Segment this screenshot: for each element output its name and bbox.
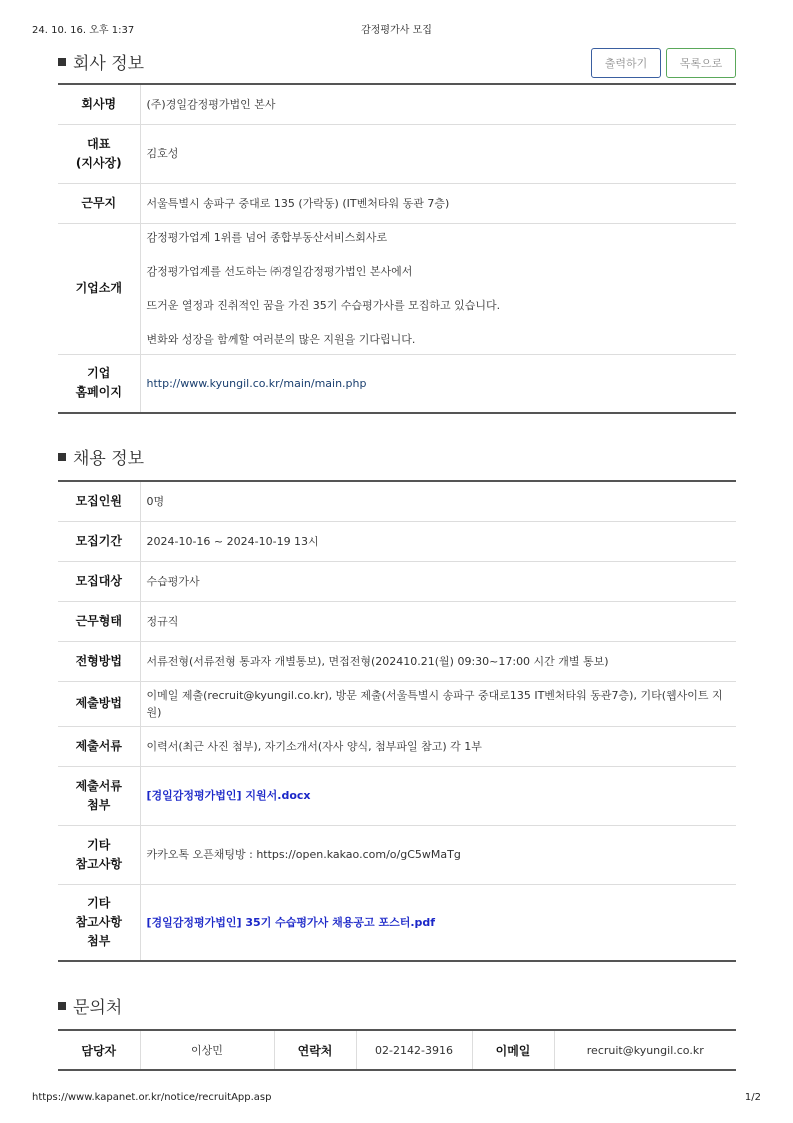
table-row [58,766,736,825]
table-row [58,641,736,681]
print-button[interactable]: 출력하기 [591,48,661,78]
company-intro [140,223,736,354]
row-label: 전형방법 [58,641,140,681]
row-label: 근무지 [58,183,140,223]
row-label [58,354,140,413]
table-row [58,354,736,413]
company-ceo: 김호성 [140,124,736,183]
recruit-title-text: 채용 정보 [73,449,145,469]
contact-table [58,1029,736,1071]
row-label-line: 기타 [87,895,111,910]
table-row [58,481,736,521]
row-label: 근무형태 [58,601,140,641]
contact-title-text: 문의처 [73,998,123,1018]
table-row [58,84,736,124]
page-number: 1/2 [744,1092,761,1103]
table-row [58,561,736,601]
recruit-method: 이메일 제출(recruit@kyungil.co.kr), 방문 제출(서울특별시 송파구 중대로135 IT벤처타워 동관7층), 기타(웹사이트 지원) [140,681,736,726]
row-label: 모집인원 [58,481,140,521]
email-address: recruit@kyungil.co.kr [586,1043,704,1057]
etc-attach-cell [140,884,736,961]
homepage-cell [140,354,736,413]
table-row [58,601,736,641]
print-footer [32,1092,761,1106]
row-label-line: 기업 [87,366,111,381]
application-form-link[interactable]: [경일감정평가법인] 지원서.docx [146,789,311,802]
square-bullet-icon [58,1002,66,1010]
table-row [58,124,736,183]
table-row [58,183,736,223]
back-to-list-button[interactable]: 목록으로 [666,48,736,78]
recruit-type: 정규직 [140,601,736,641]
recruit-target: 수습평가사 [140,561,736,601]
row-label-line: 첨부 [87,797,111,812]
row-label: 모집대상 [58,561,140,601]
recruit-section-title [58,444,144,469]
row-label: 제출서류 [58,726,140,766]
docs-attach-cell [140,766,736,825]
table-row [58,1030,736,1070]
row-label: 기업소개 [58,223,140,354]
row-label-line: 기타 [87,837,111,852]
row-label-line: 홈페이지 [75,385,122,400]
row-label: 회사명 [58,84,140,124]
company-section-title [58,49,144,74]
poster-pdf-link[interactable]: [경일감정평가법인] 35기 수습평가사 채용공고 포스터.pdf [146,915,436,929]
print-url: https://www.kapanet.or.kr/notice/recruitApp.asp [32,1092,272,1103]
print-doc-title: 감정평가사 모집 [361,25,432,36]
intro-line: 변화와 성장을 함께할 여러분의 많은 지원을 기다립니다. [146,333,416,346]
print-header [32,21,761,35]
row-label-line: 대표 [87,136,111,151]
phone-number: 02-2142-3916 [356,1030,472,1070]
row-label: 제출방법 [58,681,140,726]
manager-label: 담당자 [58,1030,140,1070]
phone-label: 연락처 [274,1030,356,1070]
recruit-process: 서류전형(서류전형 통과자 개별통보), 면접전형(202410.21(월) 09:30~17:00 시간 개별 통보) [140,641,736,681]
row-label-line: 참고사항 [75,856,122,871]
row-label [58,825,140,884]
contact-section-title [58,993,122,1018]
company-location: 서울특별시 송파구 중대로 135 (가락동) (IT벤처타워 동관 7층) [140,183,736,223]
row-label [58,766,140,825]
row-label-line: (지사장) [75,155,122,170]
intro-line: 감정평가업계를 선도하는 ㈜경일감정평가법인 본사에서 [146,265,413,278]
table-row [58,521,736,561]
row-label-line: 참고사항 [75,914,122,929]
square-bullet-icon [58,58,66,66]
square-bullet-icon [58,453,66,461]
recruit-count: 0명 [140,481,736,521]
table-row [58,223,736,354]
row-label: 모집기간 [58,521,140,561]
row-label-line: 제출서류 [75,778,122,793]
email-label: 이메일 [472,1030,554,1070]
homepage-link[interactable]: http://www.kyungil.co.kr/main/main.php [146,376,367,390]
table-row [58,726,736,766]
table-row [58,681,736,726]
recruit-docs: 이력서(최근 사진 첨부), 자기소개서(자사 양식, 첨부파일 참고) 각 1부 [140,726,736,766]
row-label [58,124,140,183]
table-row [58,825,736,884]
manager-name: 이상민 [140,1030,274,1070]
action-buttons [591,48,736,78]
intro-line: 감정평가업계 1위를 넘어 종합부동산서비스회사로 [146,231,388,244]
row-label [58,884,140,961]
row-label-line: 첨부 [87,933,111,948]
table-row [58,884,736,961]
print-date: 24. 10. 16. 오후 1:37 [32,25,135,36]
company-title-text: 회사 정보 [73,54,145,74]
recruit-etc: 카카오톡 오픈채팅방 : https://open.kakao.com/o/gC5wMaTg [140,825,736,884]
company-info-table [58,83,736,414]
intro-line: 뜨거운 열정과 진취적인 꿈을 가진 35기 수습평가사를 모집하고 있습니다. [146,299,501,312]
recruit-info-table [58,480,736,962]
company-name: (주)경일감정평가법인 본사 [140,84,736,124]
recruit-period: 2024-10-16 ~ 2024-10-19 13시 [140,521,736,561]
